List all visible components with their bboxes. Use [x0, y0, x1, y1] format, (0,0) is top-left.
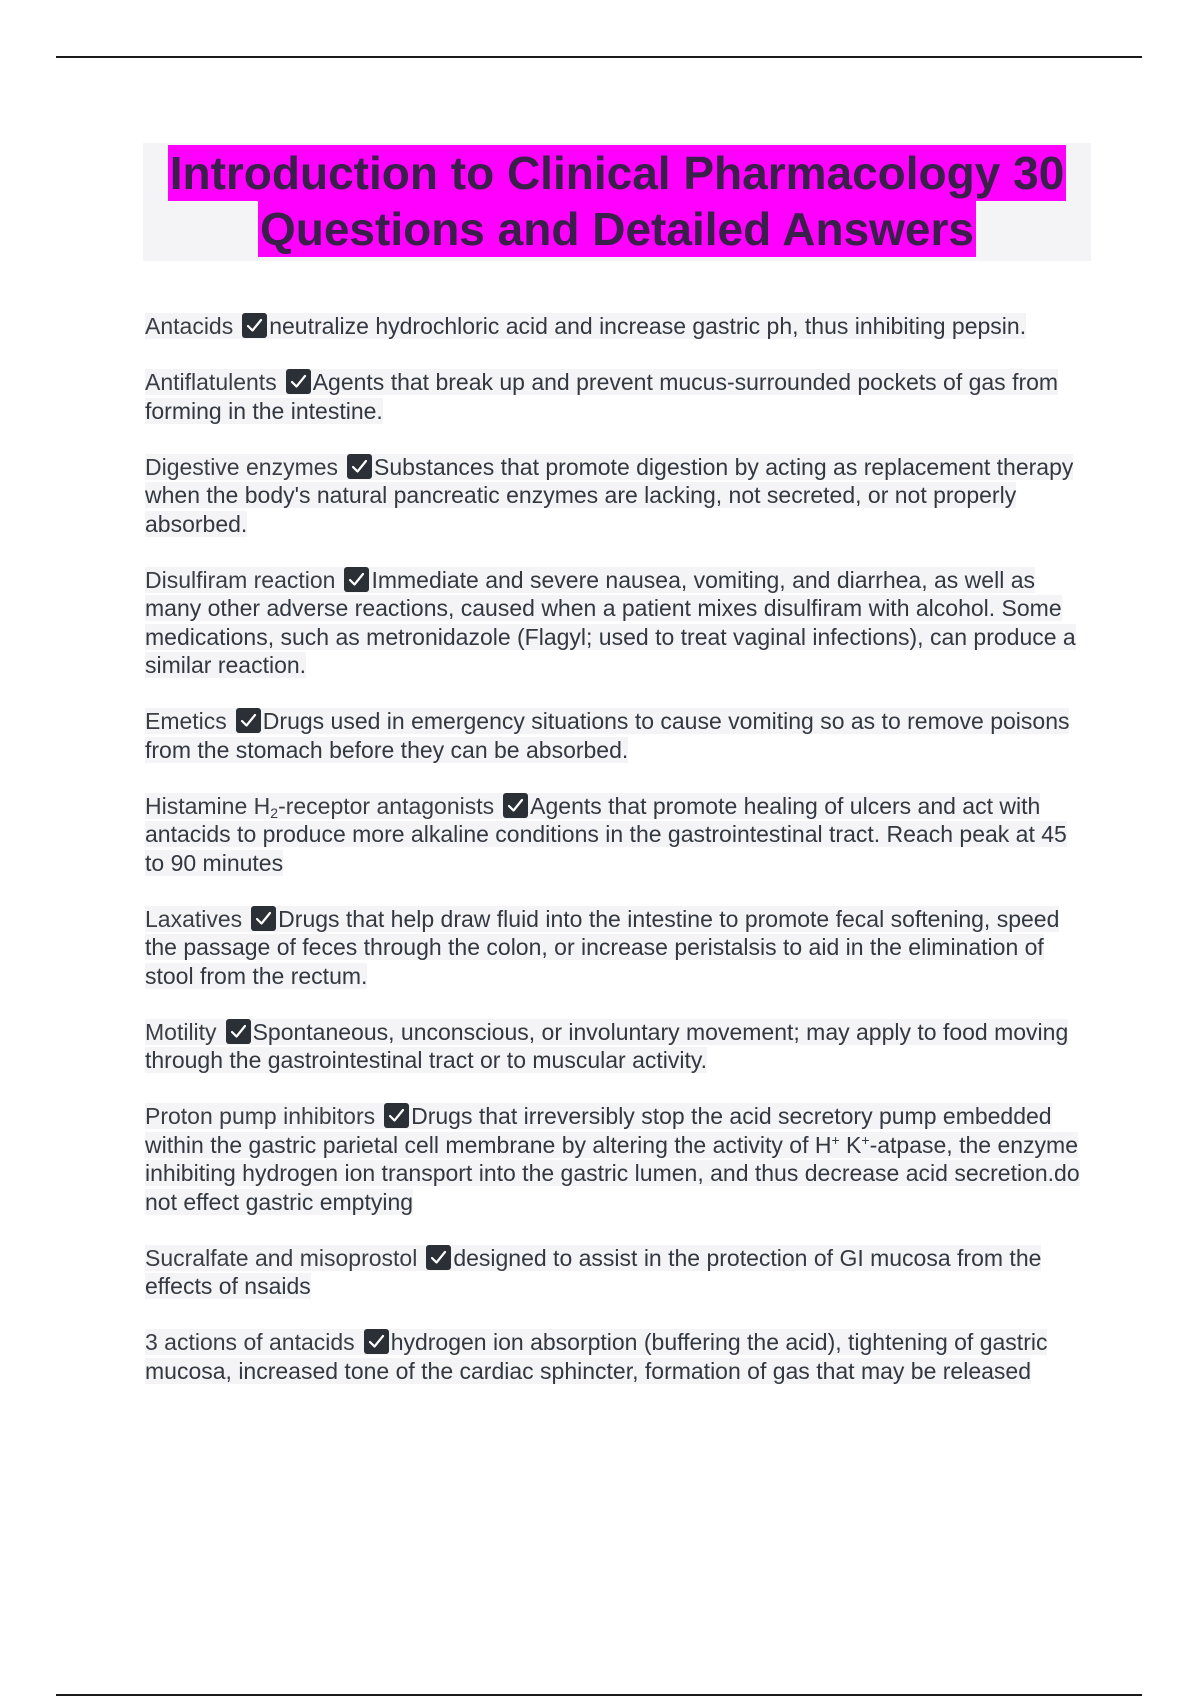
- qa-term: [145, 793, 494, 819]
- qa-answer: hydrogen ion absorption (buffering the acid), tightening of gastric mucosa, increased tone of the cardiac sphincter, formation of gas that may be released: [145, 1329, 1048, 1384]
- check-box-icon: [344, 567, 369, 592]
- qa-term: Antacids: [145, 313, 234, 339]
- page-title: [143, 143, 1091, 261]
- check-box-icon: [226, 1019, 251, 1044]
- check-box-icon: [347, 454, 372, 479]
- qa-item: [145, 368, 1090, 425]
- qa-answer-superscript: +: [861, 1131, 870, 1148]
- qa-term: Digestive enzymes: [145, 453, 339, 480]
- qa-term: Motility: [145, 1018, 217, 1045]
- qa-term: Disulfiram reaction: [145, 566, 336, 593]
- qa-item: [145, 1102, 1090, 1216]
- check-box-icon: [236, 708, 261, 733]
- qa-item: [145, 1328, 1090, 1385]
- qa-item: [145, 1244, 1090, 1301]
- qa-answer: Spontaneous, unconscious, or involuntary movement; may apply to food moving through the gastrointestinal tract or to muscular activity.: [145, 1018, 1069, 1073]
- qa-term-suffix: -receptor antagonists: [278, 792, 495, 819]
- qa-term-subscript: 2: [270, 804, 279, 821]
- check-box-icon: [503, 793, 528, 818]
- qa-answer: Immediate and severe nausea, vomiting, and diarrhea, as well as many other adverse reactions, caused when a patient mixes disulfiram with alcohol. Some medications, such as metronidazole (Flagyl; used to treat vaginal infections), can produce a similar reaction.: [145, 566, 1076, 678]
- bottom-rule: [56, 1694, 1142, 1696]
- check-box-icon: [426, 1245, 451, 1270]
- qa-term: Proton pump inhibitors: [145, 1103, 376, 1129]
- qa-item: [145, 707, 1090, 764]
- qa-item: [145, 312, 1090, 341]
- title-line-2: Questions and Detailed Answers: [259, 203, 975, 255]
- qa-term: Laxatives: [145, 905, 243, 932]
- qa-item: [145, 1018, 1090, 1075]
- top-rule: [56, 56, 1142, 58]
- qa-answer-part: Drugs that irreversibly stop the acid secretory pump embedded within the gastric parietal cell membrane by altering the activity of H: [145, 1103, 1052, 1158]
- check-box-icon: [384, 1103, 409, 1128]
- qa-item: [145, 792, 1090, 878]
- qa-item: [145, 905, 1090, 991]
- qa-answer-superscript: +: [831, 1131, 840, 1148]
- qa-answer: Agents that promote healing of ulcers and act with antacids to produce more alkaline conditions in the gastrointestinal tract. Reach peak at 45 to 90 minutes: [145, 792, 1067, 876]
- qa-term-prefix: Histamine H: [145, 792, 271, 819]
- check-box-icon: [286, 369, 311, 394]
- qa-term: Antiflatulents: [145, 369, 277, 395]
- check-box-icon: [242, 313, 267, 338]
- qa-term: Emetics: [145, 708, 227, 734]
- qa-answer: Drugs used in emergency situations to cause vomiting so as to remove poisons from the stomach before they can be absorbed.: [145, 708, 1070, 763]
- check-box-icon: [251, 906, 276, 931]
- qa-item: [145, 453, 1090, 539]
- qa-answer: Drugs that help draw fluid into the intestine to promote fecal softening, speed the passage of feces through the colon, or increase peristalsis to aid in the elimination of stool from the rectum.: [145, 905, 1060, 989]
- check-box-icon: [364, 1329, 389, 1354]
- qa-answer: neutralize hydrochloric acid and increase gastric ph, thus inhibiting pepsin.: [269, 313, 1027, 339]
- qa-item: [145, 566, 1090, 680]
- qa-term: Sucralfate and misoprostol: [145, 1244, 418, 1271]
- qa-answer: Substances that promote digestion by acting as replacement therapy when the body's natural pancreatic enzymes are lacking, not secreted, or not properly absorbed.: [145, 453, 1074, 537]
- qa-term: 3 actions of antacids: [145, 1329, 355, 1355]
- qa-answer-part: -atpase, the enzyme inhibiting hydrogen ion transport into the gastric lumen, and thus decrease acid secretion.do not effect gastric emptying: [145, 1131, 1080, 1215]
- qa-list: [145, 312, 1090, 1413]
- qa-answer: designed to assist in the protection of GI mucosa from the effects of nsaids: [145, 1244, 1042, 1299]
- qa-answer-part: K: [839, 1131, 862, 1158]
- title-line-1: Introduction to Clinical Pharmacology 30: [169, 147, 1065, 199]
- qa-answer: Agents that break up and prevent mucus-surrounded pockets of gas from forming in the intestine.: [145, 369, 1059, 424]
